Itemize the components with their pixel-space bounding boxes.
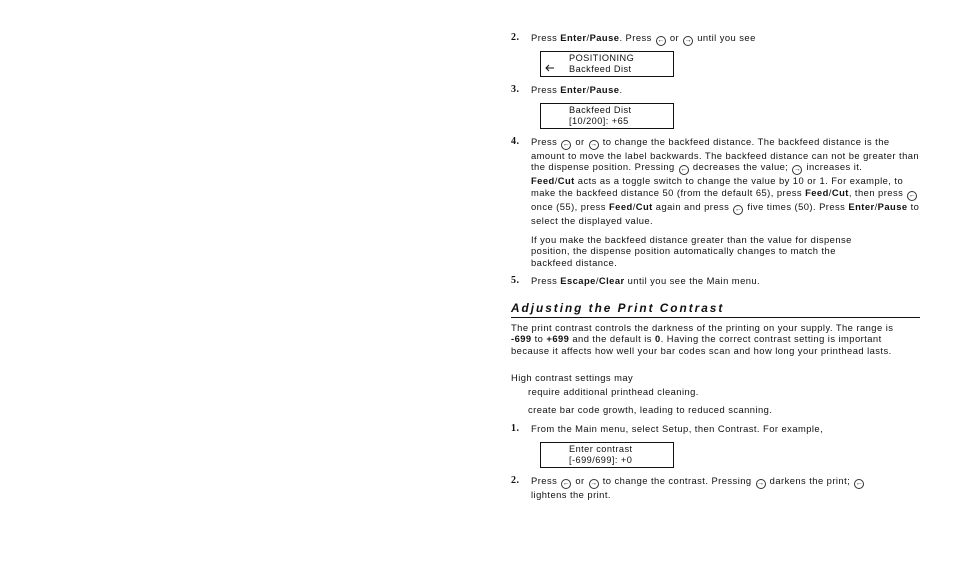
list-item: require additional printhead cleaning. <box>528 386 699 397</box>
step-number: 3. <box>511 84 520 95</box>
lcd-display-positioning: POSITIONING Backfeed Dist <box>540 51 674 77</box>
step-text: Press Enter/Pause. Press ← or → until you see <box>531 32 756 44</box>
right-arrow-button-icon: → <box>590 141 598 148</box>
left-arrow-button-icon: ← <box>734 205 742 213</box>
step-text: Press ← or → to change the contrast. Pressing → darkens the print; ← lightens the print. <box>531 475 863 500</box>
left-arrow-button-icon: ← <box>562 480 570 487</box>
right-arrow-button-icon: → <box>590 480 598 487</box>
left-arrow-button-icon: ← <box>908 191 916 199</box>
right-arrow-button-icon: → <box>757 480 765 487</box>
backfeed-note: If you make the backfeed distance greater than the value for dispense position, the dispense position automatically changes to match the backfeed distance. <box>531 234 852 268</box>
step-text: Press Enter/Pause. <box>531 84 623 95</box>
back-arrow-icon <box>545 64 555 75</box>
right-arrow-button-icon: → <box>793 166 801 174</box>
step-text: Press ← or → to change the backfeed distance. The backfeed distance is the amount to move the label backwards. The backfeed distance can not be greater than the dispense position. Pressing ← decreases the value; → increases it. Feed/Cut acts as a toggle switch to change the value by 10 or 1. For example, to make the backfeed distance 50 (from the default 65), press Feed/Cut, then press ← once (55), press Feed/Cut again and press ← five times (50). Press Enter/Pause to select the displayed value. <box>531 136 920 226</box>
high-contrast-lead: High contrast settings may <box>511 372 634 383</box>
section-heading: Adjusting the Print Contrast <box>511 301 920 318</box>
left-arrow-button-icon: ← <box>657 37 665 44</box>
step-number: 4. <box>511 136 520 147</box>
right-arrow-button-icon: → <box>684 37 692 44</box>
step-number: 2. <box>511 32 520 43</box>
step-text: From the Main menu, select Setup, then Contrast. For example, <box>531 423 824 434</box>
step-number: 5. <box>511 275 520 286</box>
intro-paragraph: The print contrast controls the darkness of the printing on your supply. The range is -699 to +699 and the default is 0. Having the correct contrast setting is important because it affects how well your bar codes scan and how long your printhead lasts. <box>511 322 894 356</box>
left-arrow-button-icon: ← <box>855 480 863 487</box>
lcd-display-backfeed: Backfeed Dist [10/200]: +65 <box>540 103 674 129</box>
left-arrow-button-icon: ← <box>562 141 570 148</box>
step-number: 1. <box>511 423 520 434</box>
step-number: 2. <box>511 475 520 486</box>
list-item: create bar code growth, leading to reduced scanning. <box>528 404 773 415</box>
lcd-display-contrast: Enter contrast [-699/699]: +0 <box>540 442 674 468</box>
step-text: Press Escape/Clear until you see the Main menu. <box>531 275 761 286</box>
left-arrow-button-icon: ← <box>680 166 688 174</box>
